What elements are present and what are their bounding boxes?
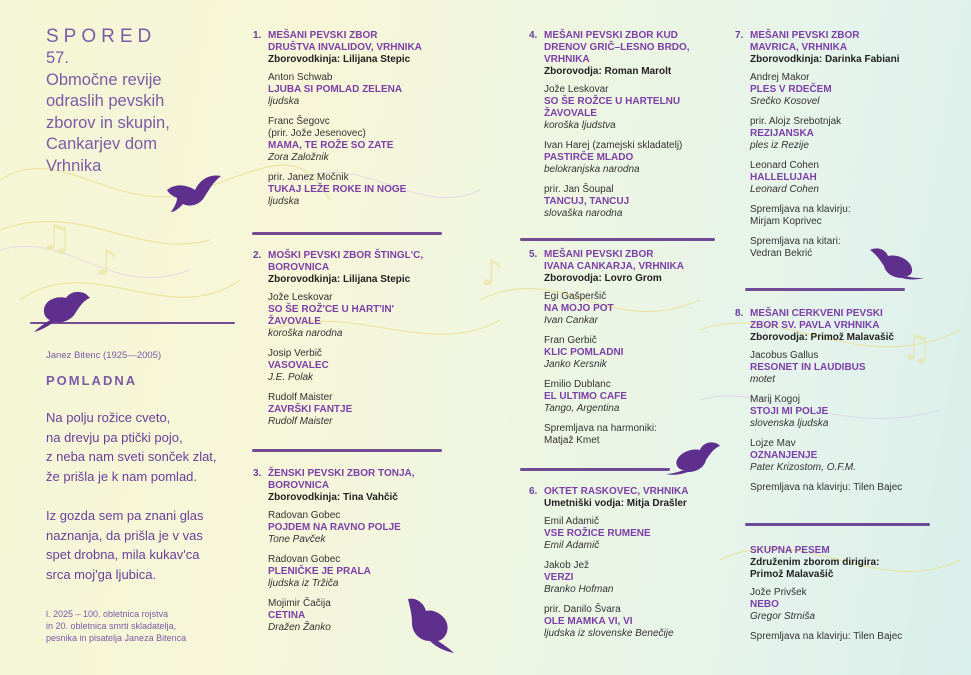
- choir-conductor: Zborovodkinja: Darinka Fabiani: [750, 54, 900, 65]
- song-entry: [268, 72, 468, 108]
- song-composer: Jože Leskovar: [268, 292, 333, 303]
- song-title: RESONET IN LAUDIBUS: [750, 362, 866, 373]
- accompaniment: Spremljava na kitari: Vedran Bekrić: [750, 236, 841, 259]
- song-lyricist: belokranjska narodna: [544, 164, 640, 175]
- song-title: SO ŠE ROŽ'CE U HART'IN': [268, 304, 395, 315]
- song-entry: [750, 116, 940, 152]
- choir-number: 8.: [735, 308, 744, 319]
- song-entry: [544, 516, 734, 552]
- song-title: KLIC POMLADNI: [544, 347, 624, 358]
- choir-conductor: Zborovodja: Primož Malavašič: [750, 332, 894, 343]
- song-entry: [268, 598, 468, 634]
- song-entry: [544, 335, 734, 371]
- choir-conductor: Zborovodkinja: Tina Vahčič: [268, 492, 398, 503]
- finale-block: [750, 545, 940, 647]
- song-title: OLE MAMKA VI, VI: [544, 616, 633, 627]
- song-lyricist: motet: [750, 374, 776, 385]
- song-entry: [544, 184, 734, 220]
- song-lyricist: Janko Kersnik: [544, 359, 607, 370]
- choir-conductor: Zborovodja: Roman Marolt: [544, 66, 672, 77]
- finale-composer: Jože Privšek: [750, 587, 807, 598]
- divider: [30, 322, 235, 324]
- program-subtitle: 57. Območne revije odraslih pevskih zborov in skupin, Cankarjev dom Vrhnika: [46, 49, 170, 175]
- choir-7: [735, 30, 940, 268]
- choir-name: MEŠANI PEVSKI ZBOR IVANA CANKARJA, VRHNIKA: [544, 249, 685, 272]
- song-composer: prir. Jan Šoupal: [544, 184, 614, 195]
- svg-text:♫: ♫: [900, 328, 933, 369]
- poem-stanza-2: Iz gozda sem pa znani glas naznanja, da prišla je v vas spet drobna, mila kukav'ca srca moj'ga ljubica.: [46, 508, 204, 582]
- choir-name: MEŠANI PEVSKI ZBOR KUD DRENOV GRIČ–LESNO BRDO, VRHNIKA: [544, 30, 690, 65]
- song-entry: [750, 160, 940, 196]
- song-lyricist: Srečko Kosovel: [750, 96, 820, 107]
- song-composer: Rudolf Maister: [268, 392, 333, 403]
- divider: [252, 449, 442, 452]
- song-composer: Radovan Gobec: [268, 554, 341, 565]
- song-composer: Emilio Dublanc: [544, 379, 611, 390]
- divider: [745, 288, 905, 291]
- bird-icon: [165, 172, 225, 214]
- song-title: SO ŠE ROŽCE U HARTELNU: [544, 96, 681, 107]
- song-lyricist: Ivan Cankar: [544, 315, 598, 326]
- divider: [745, 523, 930, 526]
- song-title: ZAVRŠKI FANTJE: [268, 404, 353, 415]
- svg-text:♫: ♫: [40, 218, 73, 259]
- choir-conductor: Zborovodkinja: Lilijana Stepic: [268, 274, 411, 285]
- choir-1: [253, 30, 468, 216]
- choir-number: 2.: [253, 250, 262, 261]
- song-title: NA MOJO POT: [544, 303, 614, 314]
- song-entry: [750, 394, 945, 430]
- song-lyricist: Pater Krizostom, O.F.M.: [750, 462, 856, 473]
- song-lyricist: Branko Hofman: [544, 584, 614, 595]
- accompaniment: Spremljava na harmoniki: Matjaž Kmet: [544, 423, 657, 446]
- bird-icon: [32, 288, 92, 334]
- choir-conductor: Zborovodkinja: Lilijana Stepic: [268, 54, 411, 65]
- song-composer: Ivan Harej (zamejski skladatelj): [544, 140, 683, 151]
- song-lyricist: koroška narodna: [268, 328, 343, 339]
- svg-text:♪: ♪: [95, 243, 118, 284]
- song-title: ŽAVOVALE: [544, 108, 597, 119]
- song-entry: [750, 72, 940, 108]
- song-composer: Fran Gerbič: [544, 335, 597, 346]
- accompaniment: Spremljava na klavirju: Mirjam Koprivec: [750, 204, 851, 227]
- song-entry: [268, 172, 468, 208]
- song-title: MAMA, TE ROŽE SO ZATE: [268, 140, 394, 151]
- program-title: SPORED: [46, 26, 157, 47]
- accompaniment: Spremljava na klavirju: Tilen Bajec: [750, 482, 903, 493]
- song-title: STOJI MI POLJE: [750, 406, 829, 417]
- song-title: ŽAVOVALE: [268, 316, 321, 327]
- choir-name: MEŠANI PEVSKI ZBOR DRUŠTVA INVALIDOV, VRHNIKA: [268, 30, 422, 53]
- song-entry: [750, 438, 945, 474]
- song-composer: prir. Janez Močnik: [268, 172, 349, 183]
- finale-title: SKUPNA PESEM: [750, 545, 830, 556]
- choir-number: 4.: [529, 30, 538, 41]
- choir-number: 3.: [253, 468, 262, 479]
- choir-8: [735, 308, 945, 502]
- song-title: CETINA: [268, 610, 306, 621]
- choir-name: MOŠKI PEVSKI ZBOR ŠTINGL'C, BOROVNICA: [268, 250, 424, 273]
- song-lyricist: ples iz Rezije: [750, 140, 809, 151]
- song-composer: Leonard Cohen: [750, 160, 819, 171]
- song-title: PLENIČKE JE PRALA: [268, 566, 371, 577]
- song-entry: [544, 291, 734, 327]
- poem-title: POMLADNA: [46, 373, 138, 388]
- song-composer: (prir. Jože Jesenovec): [268, 128, 366, 139]
- song-lyricist: ljudska iz slovenske Benečije: [544, 628, 674, 639]
- choir-conductor: Zborovodja: Lovro Grom: [544, 273, 662, 284]
- song-lyricist: slovaška narodna: [544, 208, 623, 219]
- song-title: POJDEM NA RAVNO POLJE: [268, 522, 401, 533]
- song-composer: Anton Schwab: [268, 72, 333, 83]
- finale-accompaniment: Spremljava na klavirju: Tilen Bajec: [750, 631, 903, 642]
- choir-3: [253, 468, 468, 642]
- song-lyricist: Zora Založnik: [268, 152, 329, 163]
- song-lyricist: koroška ljudstva: [544, 120, 616, 131]
- song-entry: [268, 392, 468, 428]
- song-entry: [268, 116, 468, 164]
- song-composer: Jacobus Gallus: [750, 350, 819, 361]
- song-lyricist: ljudska: [268, 196, 300, 207]
- choir-name: MEŠANI PEVSKI ZBOR MAVRICA, VRHNIKA: [750, 30, 860, 53]
- song-entry: [750, 350, 945, 386]
- song-title: PASTIRČE MLADO: [544, 152, 634, 163]
- divider: [252, 232, 442, 235]
- song-lyricist: Leonard Cohen: [750, 184, 819, 195]
- song-composer: Lojze Mav: [750, 438, 796, 449]
- song-title: VSE ROŽICE RUMENE: [544, 528, 651, 539]
- choir-2: [253, 250, 468, 436]
- song-lyricist: Tango, Argentina: [544, 403, 620, 414]
- choir-conductor: Umetniški vodja: Mitja Drašler: [544, 498, 687, 509]
- song-composer: Jakob Jež: [544, 560, 590, 571]
- choir-number: 1.: [253, 30, 262, 41]
- song-entry: [268, 348, 468, 384]
- song-entry: [544, 379, 734, 415]
- divider: [520, 468, 670, 471]
- poem-author: Janez Bitenc (1925—2005): [46, 350, 162, 361]
- song-lyricist: J.E. Polak: [268, 372, 314, 383]
- choir-name: MEŠANI CERKVENI PEVSKI ZBOR SV. PAVLA VRHNIKA: [750, 308, 883, 331]
- finale-song-title: NEBO: [750, 599, 779, 610]
- song-lyricist: Emil Adamič: [544, 540, 600, 551]
- song-composer: prir. Alojz Srebotnjak: [750, 116, 842, 127]
- song-composer: Emil Adamič: [544, 516, 600, 527]
- song-title: LJUBA SI POMLAD ZELENA: [268, 84, 403, 95]
- song-composer: Franc Šegovc: [268, 116, 330, 127]
- finale-lyricist: Gregor Strniša: [750, 611, 816, 622]
- program-heading: [46, 26, 246, 177]
- poem-stanza-1: Na polju rožice cveto, na drevju pa ptički pojo, z neba nam sveti sonček zlat, že prišla je k nam pomlad.: [46, 410, 217, 484]
- song-entry: [544, 560, 734, 596]
- svg-text:♪: ♪: [480, 253, 503, 294]
- song-composer: Josip Verbič: [268, 348, 322, 359]
- choir-6: [529, 486, 734, 648]
- song-lyricist: Tone Pavček: [268, 534, 326, 545]
- song-title: PLES V RDEČEM: [750, 84, 832, 95]
- song-title: VERZI: [544, 572, 574, 583]
- song-entry: [268, 510, 468, 546]
- song-title: HALLELUJAH: [750, 172, 817, 183]
- choir-number: 6.: [529, 486, 538, 497]
- song-lyricist: slovenska ljudska: [750, 418, 829, 429]
- song-composer: Jože Leskovar: [544, 84, 609, 95]
- song-title: VASOVALEC: [268, 360, 329, 371]
- song-composer: Mojimir Čačija: [268, 598, 331, 609]
- choir-4: [529, 30, 734, 228]
- song-entry: [268, 292, 468, 340]
- song-title: TUKAJ LEŽE ROKE IN NOGE: [268, 184, 407, 195]
- finale-conductor: Združenim zborom dirigira: Primož Malavašič: [750, 557, 880, 580]
- song-lyricist: ljudska: [268, 96, 300, 107]
- song-title: OZNANJENJE: [750, 450, 818, 461]
- song-lyricist: Rudolf Maister: [268, 416, 333, 427]
- song-composer: Egi Gašperšič: [544, 291, 607, 302]
- song-title: EL ULTIMO CAFE: [544, 391, 627, 402]
- song-title: TANCUJ, TANCUJ: [544, 196, 630, 207]
- song-entry: [544, 140, 734, 176]
- choir-name: OKTET RASKOVEC, VRHNIKA: [544, 486, 689, 497]
- song-entry: [544, 604, 734, 640]
- song-lyricist: ljudska iz Tržiča: [268, 578, 339, 589]
- choir-5: [529, 249, 734, 455]
- song-entry: [544, 84, 734, 132]
- song-composer: Radovan Gobec: [268, 510, 341, 521]
- song-entry: [268, 554, 468, 590]
- song-composer: prir. Danilo Švara: [544, 604, 621, 615]
- anniversary-note: l. 2025 – 100. obletnica rojstva in 20. obletnica smrti skladatelja, pesnika in pisatelja Janeza Bitenca: [46, 609, 187, 643]
- song-lyricist: Dražen Žanko: [268, 622, 331, 633]
- divider: [520, 238, 715, 241]
- song-composer: Marij Kogoj: [750, 394, 801, 405]
- choir-name: ŽENSKI PEVSKI ZBOR TONJA, BOROVNICA: [268, 468, 415, 491]
- choir-number: 7.: [735, 30, 744, 41]
- choir-number: 5.: [529, 249, 538, 260]
- song-title: REZIJANSKA: [750, 128, 814, 139]
- song-composer: Andrej Makor: [750, 72, 810, 83]
